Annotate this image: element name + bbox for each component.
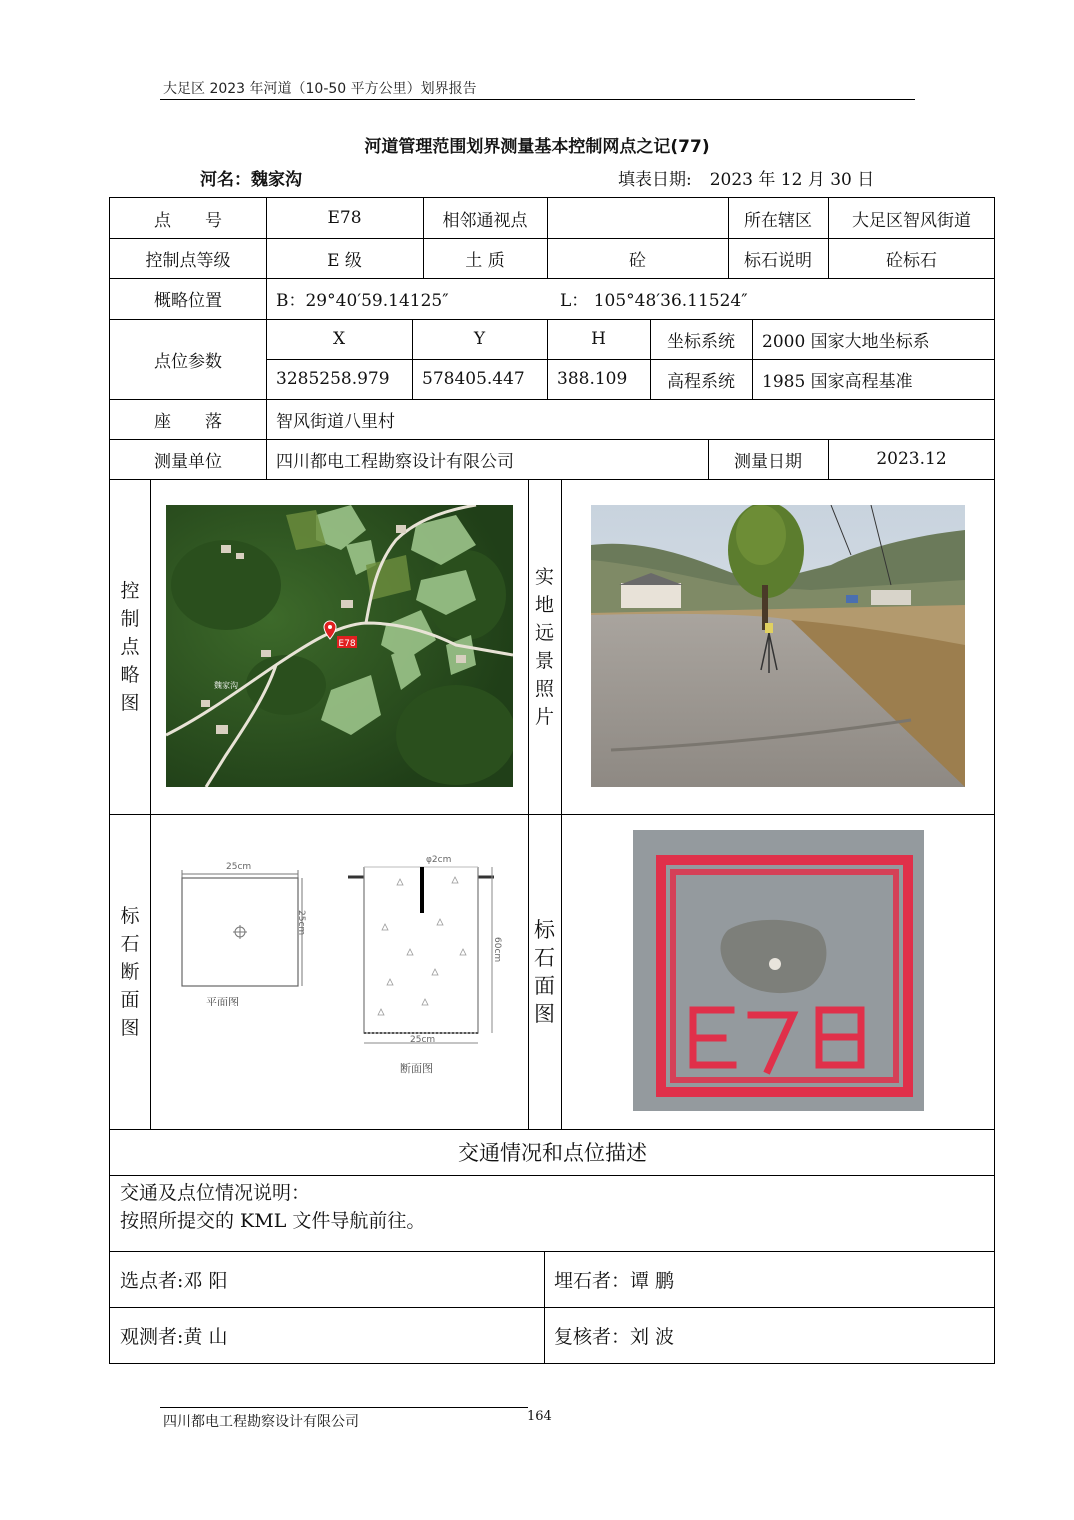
grade-label: 控制点等级 [145, 250, 231, 271]
burier: 埋石者：谭 鹏 [554, 1269, 675, 1292]
unit-label: 测量单位 [154, 451, 222, 472]
photo-label: 实 地 远 景 照 片 [534, 565, 554, 728]
point-no-label: 点 号 [154, 210, 222, 231]
survey-date-value: 2023.12 [876, 449, 947, 469]
h-value: 388.109 [557, 369, 628, 389]
point-no: E78 [327, 208, 362, 228]
section-caption: 断面图 [400, 1062, 433, 1075]
page-title: 河道管理范围划界测量基本控制网点之记(77) [364, 137, 710, 157]
selector: 选点者:邓 阳 [120, 1269, 228, 1292]
section-width: 25cm [410, 1035, 436, 1045]
section-height: 60cm [492, 937, 502, 963]
satellite-map [166, 505, 513, 787]
section-top: φ2cm [426, 855, 452, 865]
report-header: 大足区 2023 年河道（10-50 平方公里）划界报告 [163, 81, 477, 97]
face-label: 标 石 面 图 [534, 917, 555, 1026]
longitude: L： 105°48′36.11524″ [560, 291, 748, 311]
approx-pos-label: 概略位置 [154, 291, 222, 311]
checker: 复核者：刘 波 [554, 1325, 675, 1348]
h-label: H [591, 329, 606, 349]
latitude: B：29°40′59.14125″ [276, 291, 449, 311]
x-value: 3285258.979 [276, 369, 390, 389]
river-name: 河名：魏家沟 [200, 170, 302, 190]
soil-label: 土 质 [465, 250, 505, 271]
fill-date [618, 165, 874, 190]
district-label: 所在辖区 [744, 210, 812, 231]
stone-face-photo [633, 830, 924, 1111]
marker-value: 砼标石 [886, 250, 937, 271]
footer-rule [160, 1407, 528, 1408]
location-value: 智风街道八里村 [276, 411, 395, 432]
page-number: 164 [527, 1409, 552, 1424]
location-label: 座 落 [154, 411, 222, 432]
map-village-label: 魏家沟 [214, 681, 238, 690]
survey-date-label: 测量日期 [734, 451, 802, 472]
height-sys-label: 高程系统 [667, 371, 735, 392]
map-marker-label: E78 [338, 639, 356, 649]
params-label: 点位参数 [154, 351, 222, 372]
unit-value: 四川都电工程勘察设计有限公司 [276, 451, 514, 472]
district-value: 大足区智风街道 [852, 210, 971, 231]
y-value: 578405.447 [422, 369, 525, 389]
y-label: Y [473, 329, 486, 349]
sketch-label: 控 制 点 略 图 [120, 579, 140, 714]
plan-width: 25cm [226, 862, 252, 872]
control-point-table [109, 197, 995, 1364]
fill-date-label: 填表日期: [618, 170, 692, 190]
traffic-label: 交通及点位情况说明： [120, 1182, 311, 1204]
coord-sys-value: 2000 国家大地坐标系 [762, 331, 930, 352]
neighbor-value [547, 198, 728, 238]
x-label: X [332, 329, 346, 349]
section-drawing [342, 855, 512, 1085]
coord-sys-label: 坐标系统 [667, 331, 735, 352]
field-photo [591, 505, 965, 787]
observer: 观测者:黄 山 [120, 1325, 228, 1348]
traffic-title: 交通情况和点位描述 [458, 1141, 647, 1165]
marker-label: 标石说明 [744, 250, 812, 271]
plan-height: 25cm [296, 910, 306, 936]
neighbor-label: 相邻通视点 [442, 210, 528, 231]
soil-value: 砼 [629, 250, 646, 271]
fill-date-value: 2023 年 12 月 30 日 [709, 170, 875, 190]
footer-company: 四川都电工程勘察设计有限公司 [163, 1414, 359, 1430]
section-label: 标 石 断 面 图 [120, 904, 140, 1039]
header-rule [160, 99, 915, 100]
height-sys-value: 1985 国家高程基准 [762, 371, 913, 392]
traffic-text: 按照所提交的 KML 文件导航前往。 [120, 1210, 426, 1232]
plan-drawing [170, 846, 306, 1006]
plan-caption: 平面图 [206, 996, 239, 1006]
grade-value: E 级 [327, 250, 362, 271]
